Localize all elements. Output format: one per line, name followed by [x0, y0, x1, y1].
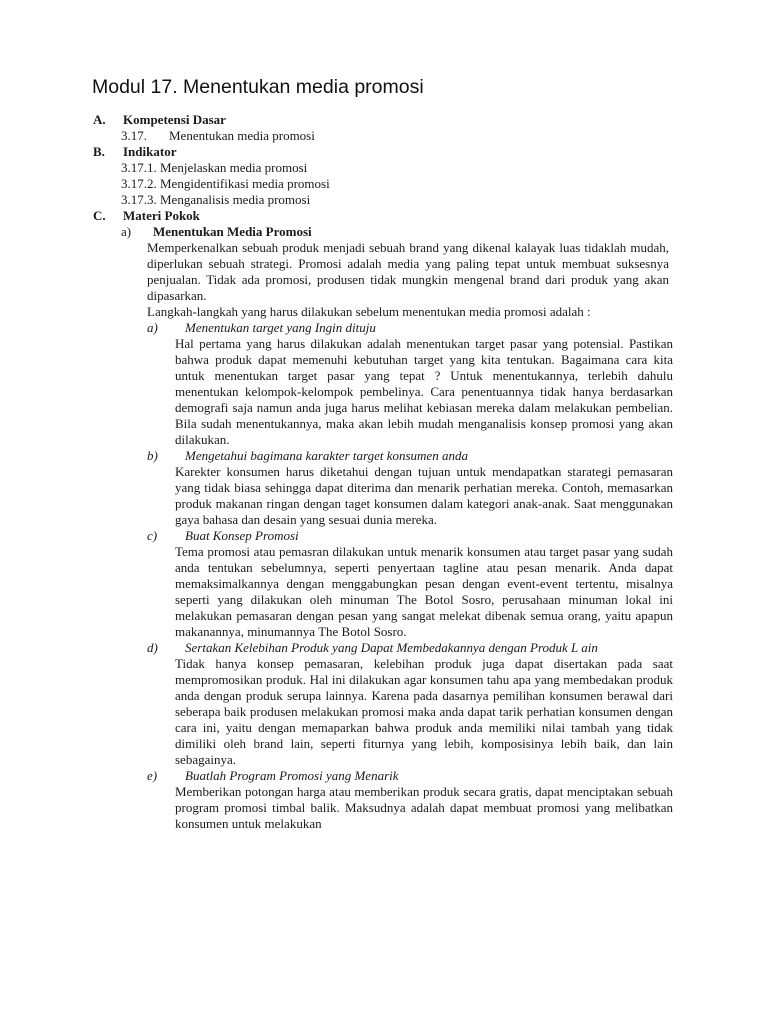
indicator-item: 3.17.1. Menjelaskan media promosi	[121, 160, 308, 175]
section-b-heading	[93, 144, 683, 160]
module-title: Modul 17. Menentukan media promosi	[92, 76, 424, 98]
item-heading	[147, 528, 683, 544]
item-paragraph: Memberikan potongan harga atau memberikan produk secara gratis, dapat menciptakan sebuah program promosi timbal balik. Maksudnya adalah dapat membuat promosi yang melibatkan konsumen untuk melakukan	[175, 784, 673, 831]
indicator-item: 3.17.3. Menganalisis media promosi	[121, 192, 311, 207]
item-heading	[147, 320, 683, 336]
section-title: Kompetensi Dasar	[123, 112, 226, 127]
item-letter: c)	[147, 528, 158, 543]
indicator-item: 3.17.2. Mengidentifikasi media promosi	[121, 176, 330, 191]
subsection-letter: a)	[121, 224, 132, 239]
section-title: Materi Pokok	[123, 208, 200, 223]
item-title: Buat Konsep Promosi	[185, 528, 299, 543]
competency-item	[121, 128, 683, 144]
item-paragraph: Karekter konsumen harus diketahui dengan tujuan untuk mendapatkan starategi pemasaran yang tidak biasa sehingga dapat diterima dan menarik perhatian mereka. Contoh, memasarkan produk makanan ringan dengan taget konsumen dalam kategori anak-anak. Saat menggunakan gaya bahasa dan desain yang sesuai dunia mereka.	[175, 464, 673, 527]
item-letter: e)	[147, 768, 158, 783]
item-title: Menentukan target yang Ingin dituju	[185, 320, 376, 335]
item-letter: b)	[147, 448, 158, 463]
section-title: Indikator	[123, 144, 177, 159]
section-c-heading	[93, 208, 683, 224]
steps-intro: Langkah-langkah yang harus dilakukan sebelum menentukan media promosi adalah :	[147, 304, 591, 319]
item-title: Mengetahui bagimana karakter target konsumen anda	[185, 448, 468, 463]
intro-paragraph: Memperkenalkan sebuah produk menjadi sebuah brand yang dikenal kalayak luas tidaklah mudah, diperlukan sebuah strategi. Promosi adalah media yang paling tepat untuk membuat suksesnya penjualan. Tidak ada promosi, produsen tidak mungkin mengenal brand dari produk yang akan dipasarkan.	[147, 240, 669, 303]
section-letter: B.	[93, 144, 105, 159]
item-title: Sertakan Kelebihan Produk yang Dapat Membedakannya dengan Produk L ain	[185, 640, 598, 655]
item-letter: a)	[147, 320, 158, 335]
item-heading	[147, 640, 683, 656]
item-letter: d)	[147, 640, 158, 655]
section-letter: C.	[93, 208, 106, 223]
item-title: Buatlah Program Promosi yang Menarik	[185, 768, 399, 783]
subsection-heading	[93, 224, 683, 240]
document-body	[93, 112, 683, 832]
item-paragraph: Tema promosi atau pemasran dilakukan untuk menarik konsumen atau target pasar yang sudah anda tentukan sebelumnya, seperti penyertaan tagline atau pesan menarik. Anda dapat memaksimalkannya dengan menggabungkan pesan dengan event-event tertentu, misalnya seperti yang dilakukan oleh minuman The Botol Sosro, perusahaan minuman lokal ini melakukan pemasaran dengan pesan yang sangat melekat dibenak semua orang, yaitu apapun makanannya, minumannya The Botol Sosro.	[175, 544, 673, 639]
subsection-title: Menentukan Media Promosi	[153, 224, 312, 239]
competency-number: 3.17.	[121, 128, 147, 143]
section-a-heading	[93, 112, 683, 128]
item-paragraph: Tidak hanya konsep pemasaran, kelebihan produk juga dapat disertakan pada saat mempromosikan produk. Hal ini dilakukan agar konsumen tahu apa yang membedakan produk anda dengan produk serupa lainnya. Karena pada dasarnya pemilihan konsumen berawal dari seberapa baik produsen melakukan promosi maka anda dapat tarik perhatian konsumen dengan cara ini, yaitu dengan memaparkan bahwa produk anda memiliki nilai tambah yang tidak dimiliki oleh brand lain, seperti fiturnya yang lebih, komposisinya lebih baik, dan lain sebagainya.	[175, 656, 673, 767]
section-letter: A.	[93, 112, 106, 127]
competency-text: Menentukan media promosi	[169, 128, 315, 143]
item-heading	[147, 448, 683, 464]
item-heading	[147, 768, 683, 784]
item-paragraph: Hal pertama yang harus dilakukan adalah menentukan target pasar yang potensial. Pastikan bahwa produk dapat memenuhi kebutuhan target yang kita tentukan. Bagaimana cara kita untuk menentukan target pasar yang tepat ? Untuk menentukannya, terlebih dahulu menentukan kelompok-kelompok pembelinya. Cara penentuannya tidak hanya berdasarkan demografi saja namun anda juga harus melihat kebiasan mereka dalam melakukan pembelian. Bila sudah menentukannya, maka akan lebih mudah menganalisis konsep promosi yang akan dilakukan.	[175, 336, 673, 447]
